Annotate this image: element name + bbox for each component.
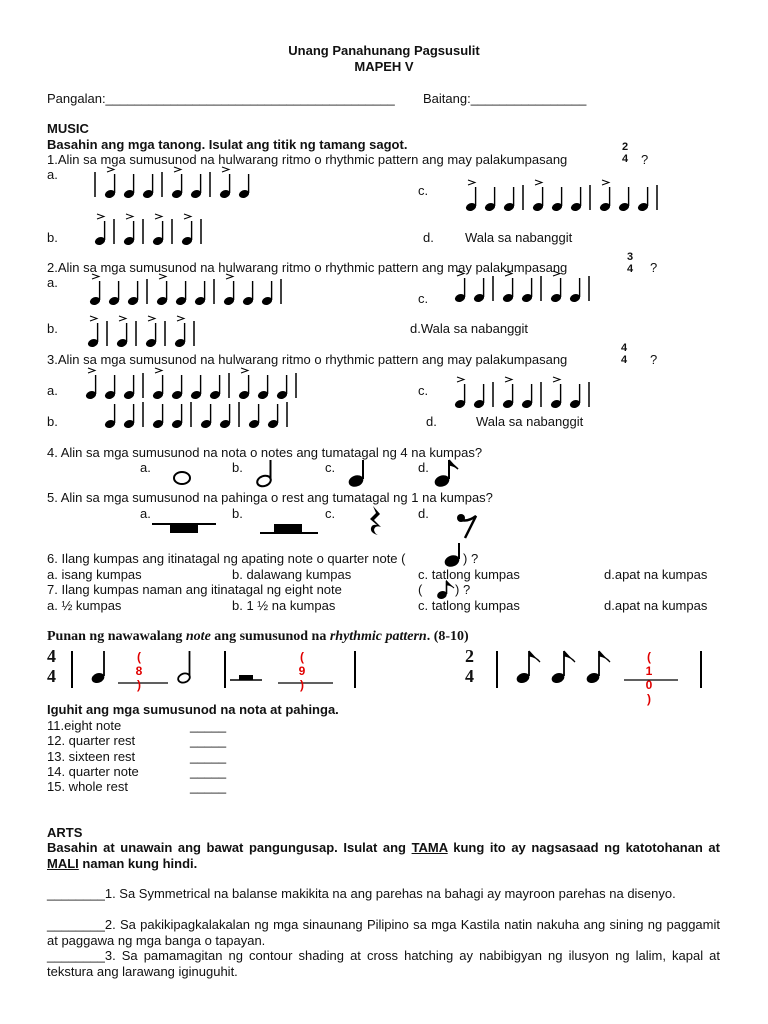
fill-note-word: note [185,629,211,644]
fill-ts1-top: 4 [47,646,56,666]
music-heading: MUSIC [47,121,89,136]
q7-choice-a: a. ½ kumpas [47,598,122,613]
arts-item-1[interactable]: ________1. Sa Symmetrical na balanse makikita na ang parehas na bahagi ay mayroon parehas na disenyo. [47,886,676,901]
q7-choice-d: d.apat na kumpas [604,598,708,613]
blank-10-close: ) [647,692,651,706]
blank-10-label [642,650,656,706]
q4-choice-c-label: c. [325,460,336,475]
q7-choice-c: c. tatlong kumpas [418,598,520,613]
fill-prefix: Punan ng nawawalang [47,629,186,644]
q6-end: ) ? [463,551,479,566]
q2-choice-b-label: b. [47,321,58,336]
q7-end: ) ? [455,582,471,597]
blank-10-open: ( [647,650,651,664]
q1-choice-d-label: d. [423,230,434,245]
blank-8-open: ( [137,650,141,664]
fill-suffix: . (8-10) [426,629,469,644]
q3-choice-d-text: Wala sa nabanggit [476,414,584,429]
arts-instr-1: Basahin at unawain ang bawat pangungusap. Isulat ang [47,840,412,855]
draw-item-12: 12. quarter rest [47,733,136,748]
q4-text: 4. Alin sa mga sumusunod na nota o notes ang tumatagal ng 4 na kumpas? [47,445,483,460]
q1-qmark: ? [641,152,649,167]
arts-heading: ARTS [47,825,83,840]
draw-item-11: 11.eight note [47,718,122,733]
draw-blank-15[interactable]: _____ [190,779,227,794]
draw-item-15: 15. whole rest [47,779,128,794]
exam-title: Unang Panahunang Pagsusulit [288,43,480,58]
eighth-note-icon [550,651,575,685]
blank-9-number: 9 [298,664,306,678]
fill-ts1-bottom: 4 [47,666,56,686]
fill-pattern-word: rhythmic pattern [329,629,427,644]
q2-ts-top: 3 [627,251,634,263]
q1-choice-d-text: Wala sa nabanggit [465,230,573,245]
eighth-note-icon [515,651,540,685]
q5-choice-c-label: c. [325,506,336,521]
draw-blank-13[interactable]: _____ [190,749,227,764]
q4-choice-d-label: d. [418,460,429,475]
q1-choice-c-label: c. [418,183,429,198]
q6-choice-d: d.apat na kumpas [604,567,708,582]
fill-ts2-bottom: 4 [465,666,474,686]
q2-qmark: ? [650,260,658,275]
arts-tama: TAMA [411,840,448,855]
eighth-note-icon [585,651,610,685]
blank-9-open: ( [300,650,304,664]
q3-ts-top: 4 [621,342,628,354]
draw-blank-14[interactable]: _____ [190,764,227,779]
fill-ts2-top: 2 [465,646,474,666]
q3-text: 3.Alin sa mga sumusunod na hulwarang ritmo o rhythmic pattern ang may palakumpasang [47,352,568,367]
q5-text: 5. Alin sa mga sumusunod na pahinga o rest ang tumatagal ng 1 na kumpas? [47,490,493,505]
arts-instr-3: naman kung hindi. [78,856,198,871]
arts-instruction [47,840,720,872]
q1-ts-top: 2 [622,141,629,153]
blank-8-number: 8 [135,664,143,678]
q2-ts-bottom: 4 [627,263,634,275]
blank-9-close: ) [300,678,304,692]
draw-heading: Iguhit ang mga sumusunod na nota at pahinga. [47,702,339,717]
q2-choice-d-text: d.Wala sa nabanggit [410,321,529,336]
fill-middle: ang sumusunod na [210,629,330,644]
q1-choice-b-label: b. [47,230,58,245]
draw-blank-11[interactable]: _____ [190,718,227,733]
q2-choice-a-label: a. [47,275,58,290]
grade-field[interactable]: Baitang:________________ [423,91,587,106]
arts-item-3[interactable]: ________3. Sa pamamagitan ng contour shading at cross hatching ay nabibigyan ng ilusyon ng lalim, kapal at tekstura ang larawang iginuguhit. [47,948,720,979]
blank-8-close: ) [137,678,141,692]
q5-choice-a-label: a. [140,506,151,521]
arts-item-2[interactable]: ________2. Sa pakikipagkalakalan ng mga sinaunang Pilipino sa mga Kastila natin nakuha ang sining ng paggamit at paggawa ng mga banga o tapayan. [47,917,720,948]
draw-blank-12[interactable]: _____ [190,733,227,748]
draw-item-13: 13. sixteen rest [47,749,136,764]
exam-subject: MAPEH V [354,59,414,74]
draw-item-14: 14. quarter note [47,764,139,779]
blank-10-digit-1: 1 [645,664,653,678]
q3-choice-c-label: c. [418,383,429,398]
q3-qmark: ? [650,352,658,367]
q6-choice-a: a. isang kumpas [47,567,142,582]
q3-choice-a-label: a. [47,383,58,398]
arts-mali: MALI [47,856,79,871]
q6-choice-c: c. tatlong kumpas [418,567,520,582]
blank-10-digit-0: 0 [645,678,653,692]
name-field[interactable]: Pangalan:________________________________________ [47,91,395,106]
q4-choice-b-label: b. [232,460,243,475]
q2-text: 2.Alin sa mga sumusunod na hulwarang ritmo o rhythmic pattern ang may palakumpasang [47,260,568,275]
q5-choice-b-label: b. [232,506,243,521]
q2-choice-c-label: c. [418,291,429,306]
q3-choice-b-label: b. [47,414,58,429]
q3-ts-bottom: 4 [621,354,628,366]
q3-choice-d-label: d. [426,414,437,429]
q7-choice-b: b. 1 ½ na kumpas [232,598,336,613]
q6-text: 6. Ilang kumpas ang itinatagal ng apating note o quarter note ( [47,551,406,566]
q6-choice-b: b. dalawang kumpas [232,567,352,582]
q1-choice-a-label: a. [47,167,58,182]
q4-choice-a-label: a. [140,460,151,475]
q7-text: 7. Ilang kumpas naman ang itinatagal ng eight note [47,582,342,597]
q7-open: ( [418,582,423,597]
q1-ts-bottom: 4 [622,153,629,165]
music-instruction: Basahin ang mga tanong. Isulat ang titik ng tamang sagot. [47,137,408,152]
q1-text: 1.Alin sa mga sumusunod na hulwarang ritmo o rhythmic pattern ang may palakumpasang [47,152,568,167]
q5-choice-d-label: d. [418,506,429,521]
arts-instr-2: kung ito ay nagsasaad ng katotohanan at [447,840,720,855]
